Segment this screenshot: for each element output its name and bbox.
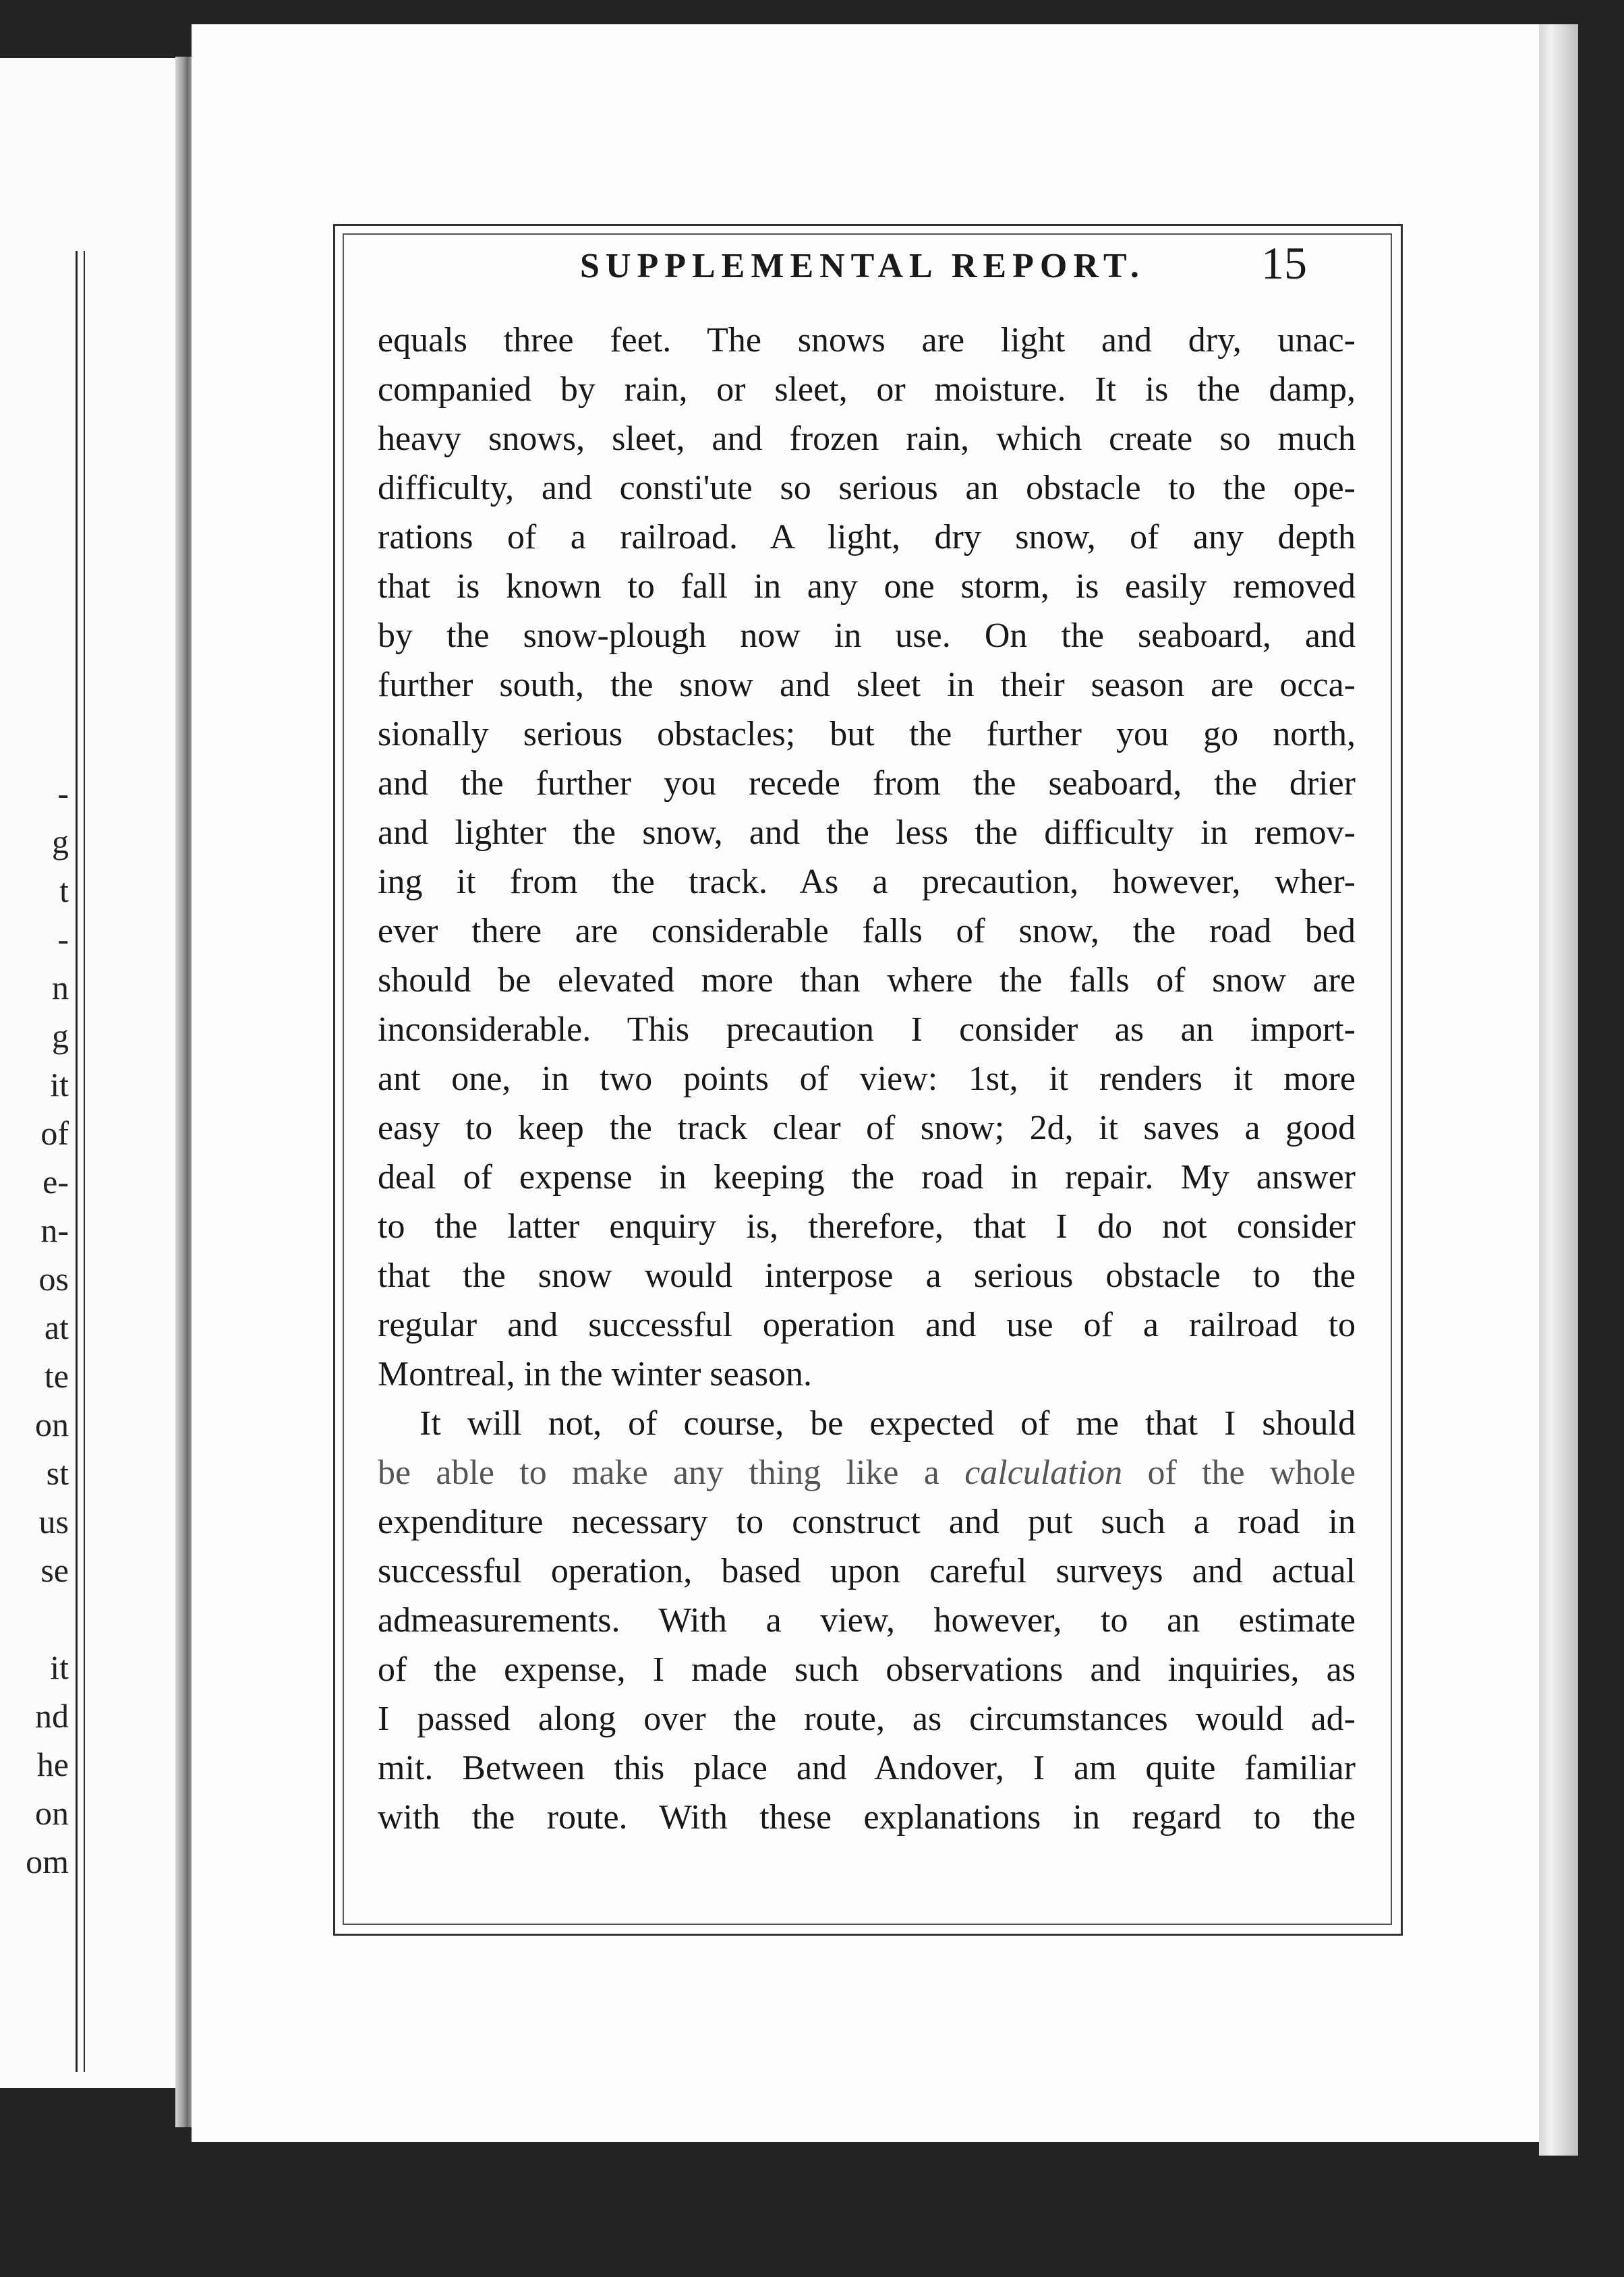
paragraph-2 [378, 1399, 1356, 1842]
left-page-border-rule [76, 251, 78, 2072]
text-line: to the latter enquiry is, therefore, that I do not consider [378, 1207, 1356, 1246]
text-line: and lighter the snow, and the less the difficulty in remov- [378, 813, 1356, 852]
left-page-fragment: nd [35, 1697, 69, 1735]
left-page-fragment: on [35, 1406, 69, 1443]
page-edge [1539, 24, 1578, 2156]
text-line-with-italic [378, 1448, 1356, 1497]
left-page-fragment: n- [40, 1211, 69, 1249]
left-page-fragment: g [52, 1017, 69, 1055]
text-line: I passed along over the route, as circumstances would ad- [378, 1700, 1356, 1738]
page-number: 15 [1261, 237, 1307, 289]
body-text [378, 316, 1356, 1842]
text-line: should be elevated more than where the falls of snow are [378, 961, 1356, 1000]
text-line: admeasurements. With a view, however, to an estimate [378, 1601, 1356, 1640]
left-page-fragment: e- [42, 1163, 69, 1201]
text-line: and the further you recede from the seaboard, the drier [378, 764, 1356, 803]
left-page-fragment: n [52, 969, 69, 1006]
text-line: by the snow-plough now in use. On the seaboard, and [378, 616, 1356, 655]
page-header [378, 239, 1362, 300]
text-line: that is known to fall in any one storm, is easily removed [378, 567, 1356, 606]
text-line: mit. Between this place and Andover, I am quite familiar [378, 1749, 1356, 1787]
left-page-fragment [0, 1594, 69, 1643]
text-run: be able to make any thing like a [378, 1453, 965, 1492]
left-page-text-fragments [0, 769, 69, 1886]
left-page-fragment: - [57, 774, 69, 812]
text-line: companied by rain, or sleet, or moisture. It is the damp, [378, 370, 1356, 409]
text-line: inconsiderable. This precaution I consider as an import- [378, 1010, 1356, 1049]
text-line: It will not, of course, be expected of me that I should [419, 1404, 1356, 1443]
left-page-fragment: it [50, 1648, 69, 1686]
text-line: that the snow would interpose a serious obstacle to the [378, 1257, 1356, 1295]
running-head: SUPPLEMENTAL REPORT. [580, 247, 1145, 285]
left-page-fragment: on [35, 1794, 69, 1832]
left-page-fragment: he [36, 1746, 69, 1783]
left-page-fragment: st [46, 1454, 69, 1492]
paragraph-1 [378, 316, 1356, 1399]
text-line: Montreal, in the winter season. [378, 1355, 813, 1393]
text-line: equals three feet. The snows are light and dry, unac- [378, 321, 1356, 359]
text-line: heavy snows, sleet, and frozen rain, which create so much [378, 420, 1356, 458]
italic-word: calculation [964, 1453, 1123, 1492]
text-line: ever there are considerable falls of snow, the road bed [378, 912, 1356, 950]
text-line: with the route. With these explanations in regard to the [378, 1798, 1356, 1837]
left-page-fragment: om [26, 1843, 69, 1880]
text-line: further south, the snow and sleet in their season are occa- [378, 666, 1356, 704]
left-page-fragment: se [40, 1551, 69, 1589]
left-page-fragment: at [44, 1308, 69, 1346]
text-run: of the whole [1122, 1453, 1356, 1492]
left-page-fragment: it [50, 1066, 69, 1103]
left-page-fragment: us [38, 1503, 69, 1540]
text-line: ant one, in two points of view: 1st, it renders it more [378, 1060, 1356, 1098]
text-line: expenditure necessary to construct and put such a road in [378, 1503, 1356, 1541]
left-page-border-rule-inner [84, 251, 85, 2072]
left-page-fragment: g [52, 823, 69, 861]
text-line: easy to keep the track clear of snow; 2d, it saves a good [378, 1109, 1356, 1147]
text-line: successful operation, based upon careful surveys and actual [378, 1552, 1356, 1590]
left-page-fragment: of [40, 1114, 69, 1152]
left-page-fragment: te [44, 1357, 69, 1395]
text-line: ing it from the track. As a precaution, however, wher- [378, 863, 1356, 901]
text-line: rations of a railroad. A light, dry snow, of any depth [378, 518, 1356, 556]
text-line: regular and successful operation and use of a railroad to [378, 1306, 1356, 1344]
text-line: of the expense, I made such observations and inquiries, as [378, 1650, 1356, 1689]
left-page-fragment: t [59, 871, 69, 909]
text-line: sionally serious obstacles; but the further you go north, [378, 715, 1356, 753]
left-page-fragment: - [57, 920, 69, 958]
left-page-fragment: os [38, 1260, 69, 1298]
text-line: difficulty, and consti'ute so serious an obstacle to the ope- [378, 469, 1356, 507]
text-line: deal of expense in keeping the road in repair. My answer [378, 1158, 1356, 1197]
